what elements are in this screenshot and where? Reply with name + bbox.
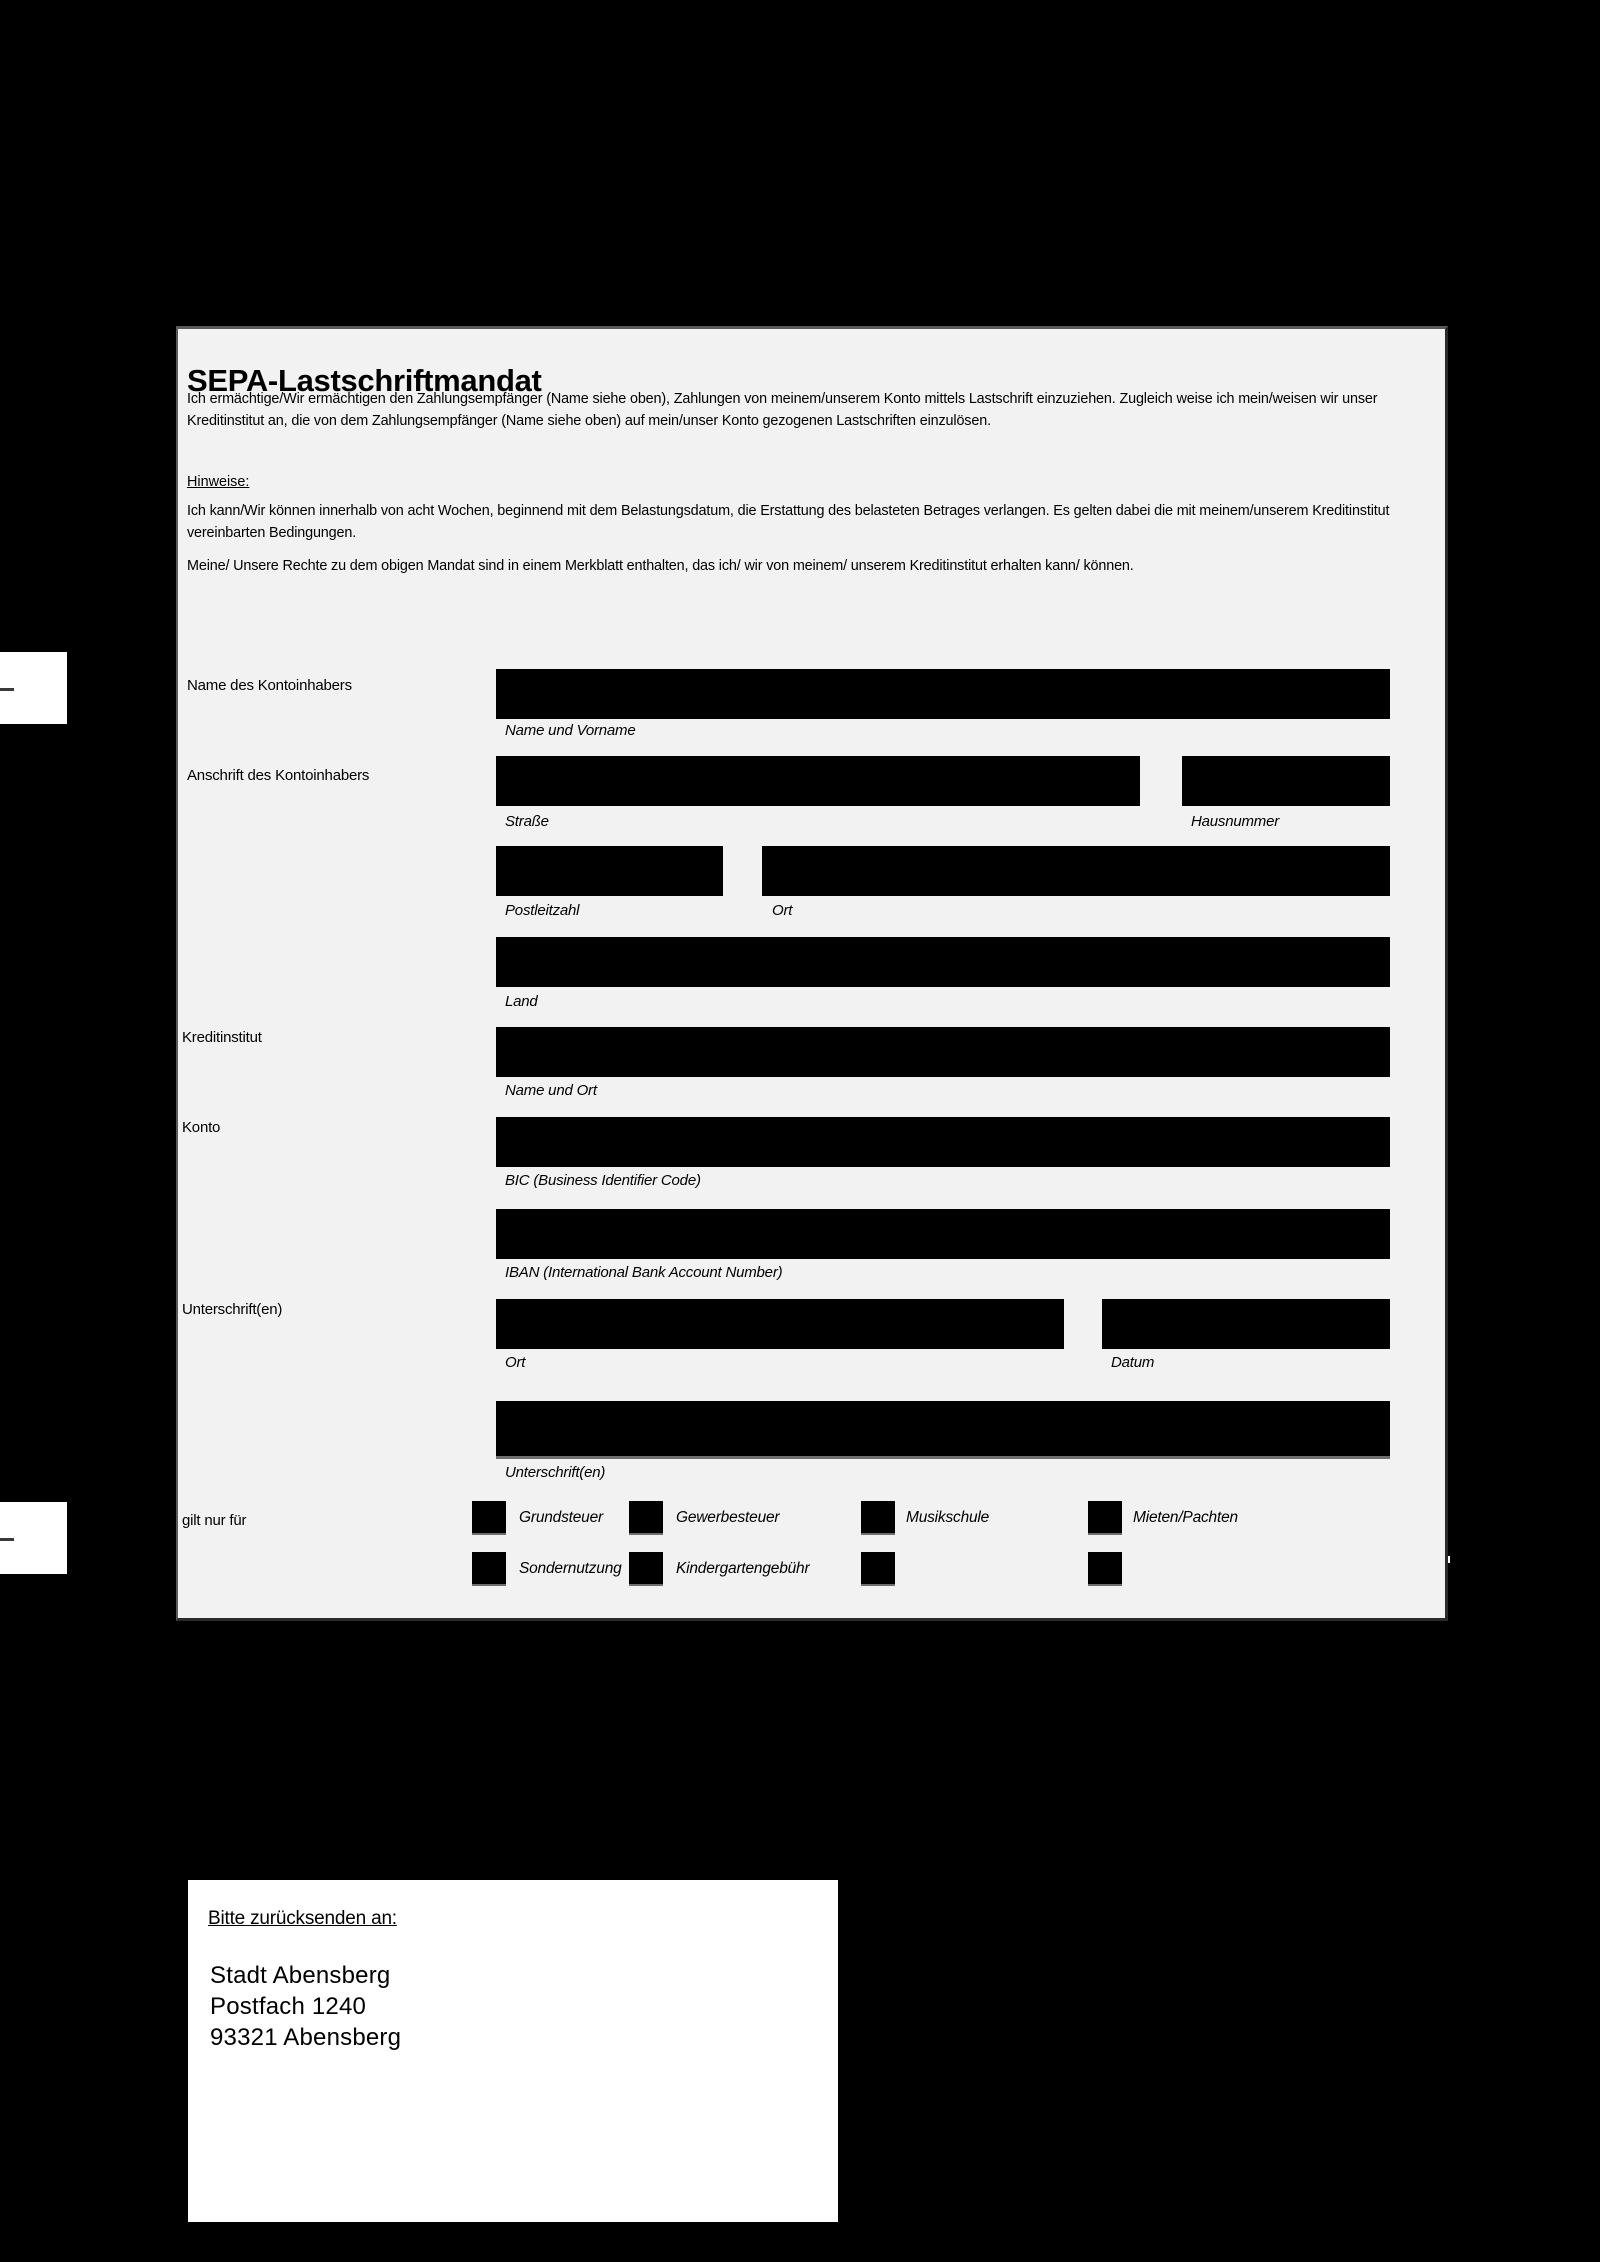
return-address-box: [188, 1880, 838, 2222]
caption-ort: Ort: [772, 902, 793, 919]
return-address-line-2: Postfach 1240: [210, 1993, 367, 2020]
checkbox-sondernutzung[interactable]: [472, 1552, 506, 1586]
checkbox-grundsteuer[interactable]: [472, 1501, 506, 1535]
checkbox-musikschule[interactable]: [861, 1501, 895, 1535]
input-postleitzahl[interactable]: [496, 846, 723, 896]
input-bic[interactable]: [496, 1117, 1390, 1167]
checkbox-label-gewerbesteuer: Gewerbesteuer: [676, 1509, 780, 1526]
checkbox-mieten-pachten[interactable]: [1088, 1501, 1122, 1535]
return-address-line-3: 93321 Abensberg: [210, 2024, 402, 2051]
input-name-vorname[interactable]: [496, 669, 1390, 719]
caption-postleitzahl: Postleitzahl: [505, 902, 580, 919]
input-ort[interactable]: [762, 846, 1390, 896]
label-account: Konto: [182, 1119, 221, 1136]
caption-iban: IBAN (International Bank Account Number): [505, 1264, 783, 1281]
checkbox-unlabeled-1[interactable]: [861, 1552, 895, 1586]
label-signatures: Unterschrift(en): [182, 1301, 283, 1318]
input-land[interactable]: [496, 937, 1390, 987]
caption-name-und-ort: Name und Ort: [505, 1082, 597, 1099]
input-strasse[interactable]: [496, 756, 1140, 806]
note-block-1: [187, 501, 1427, 553]
input-hausnummer[interactable]: [1182, 756, 1390, 806]
notes-heading-block: [187, 472, 1427, 500]
caption-signature-ort: Ort: [505, 1354, 526, 1371]
notes-heading: Hinweise:: [187, 474, 250, 490]
checkbox-label-kindergartengebuehr: Kindergartengebühr: [676, 1560, 810, 1577]
caption-name-vorname: Name und Vorname: [505, 722, 636, 739]
note-paragraph-2: Meine/ Unsere Rechte zu dem obigen Mandat sind in einem Merkblatt enthalten, das ich/ wir von meinem/ unserem Kreditinstitut erhalten kann/ können.: [187, 558, 1134, 574]
label-account-holder-name: Name des Kontoinhabers: [187, 677, 352, 694]
caption-unterschriften: Unterschrift(en): [505, 1464, 606, 1481]
checkbox-label-mieten-pachten: Mieten/Pachten: [1133, 1509, 1238, 1526]
checkbox-gewerbesteuer[interactable]: [629, 1501, 663, 1535]
input-bank-name-ort[interactable]: [496, 1027, 1390, 1077]
note-block-2: [187, 556, 1427, 587]
label-bank: Kreditinstitut: [182, 1029, 262, 1046]
input-iban[interactable]: [496, 1209, 1390, 1259]
checkbox-kindergartengebuehr[interactable]: [629, 1552, 663, 1586]
checkbox-label-grundsteuer: Grundsteuer: [519, 1509, 603, 1526]
caption-bic: BIC (Business Identifier Code): [505, 1172, 701, 1189]
notch-tick-mark: [0, 1538, 14, 1541]
label-applies-to: gilt nur für: [182, 1512, 247, 1529]
caption-hausnummer: Hausnummer: [1191, 813, 1280, 830]
checkbox-label-sondernutzung: Sondernutzung: [519, 1560, 622, 1577]
caption-signature-datum: Datum: [1111, 1354, 1155, 1371]
left-edge-notch-top: [0, 652, 67, 724]
return-address-line-1: Stadt Abensberg: [210, 1962, 391, 1989]
left-edge-notch-bottom: [0, 1502, 67, 1574]
input-signature-datum[interactable]: [1102, 1299, 1390, 1349]
sepa-mandate-form-panel: [176, 326, 1448, 1621]
page-title: SEPA-Lastschriftmandat: [187, 362, 542, 398]
input-unterschriften[interactable]: [496, 1401, 1390, 1459]
caption-land: Land: [505, 993, 538, 1010]
checkbox-unlabeled-2[interactable]: [1088, 1552, 1122, 1586]
label-account-holder-address: Anschrift des Kontoinhabers: [187, 767, 370, 784]
intro-text-block: [187, 389, 1427, 441]
intro-paragraph: Ich ermächtige/Wir ermächtigen den Zahlungsempfänger (Name siehe oben), Zahlungen von meinem/unserem Konto mittels Lastschrift einzuziehen. Zugleich weise ich mein/weisen wir unser Kreditinstitut an, die von dem Zahlungsempfänger (Name siehe oben) auf mein/unser Konto gezogenen Lastschriften einzulösen.: [187, 391, 1378, 429]
return-address-heading: Bitte zurücksenden an:: [208, 1908, 397, 1929]
notch-tick-mark: [0, 688, 14, 691]
caption-strasse: Straße: [505, 813, 549, 830]
note-paragraph-1: Ich kann/Wir können innerhalb von acht Wochen, beginnend mit dem Belastungsdatum, die Erstattung des belasteten Betrages verlangen. Es gelten dabei die mit meinem/unserem Kreditinstitut vereinbarten Bedingungen.: [187, 503, 1390, 541]
checkbox-label-musikschule: Musikschule: [906, 1509, 990, 1526]
input-signature-ort[interactable]: [496, 1299, 1064, 1349]
